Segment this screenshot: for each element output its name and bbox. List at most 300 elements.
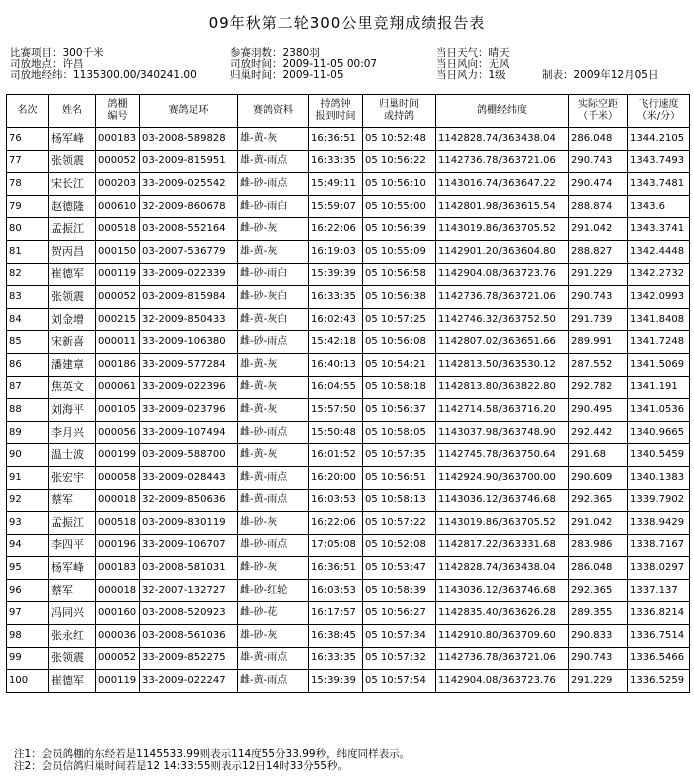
- cell-arrival-time: 05 10:58:39: [363, 579, 436, 602]
- info-entries: 参赛羽数：2380羽: [230, 47, 320, 59]
- cell-clock-time: 16:36:51: [309, 128, 363, 151]
- cell-speed: 1341.8408: [628, 308, 690, 331]
- cell-rank: 76: [7, 128, 49, 151]
- cell-arrival-time: 05 10:58:18: [363, 376, 436, 399]
- cell-rank: 82: [7, 263, 49, 286]
- cell-bird-info: 雄-黄-灰: [238, 240, 309, 263]
- cell-loft-coords: 1142835.40/363626.28: [436, 602, 569, 625]
- cell-loft-coords: 1143019.86/363705.52: [436, 512, 569, 535]
- cell-loft-coords: 1142904.08/363723.76: [436, 670, 569, 693]
- cell-distance: 292.442: [569, 421, 628, 444]
- cell-name: 李四平: [49, 534, 96, 557]
- table-row: [7, 331, 690, 354]
- header-clock-time: 持鸽钟 报到时间: [309, 95, 363, 128]
- cell-loft-coords: 1142736.78/363721.06: [436, 286, 569, 309]
- cell-loft-coords: 1142714.58/363716.20: [436, 399, 569, 422]
- cell-ring: 03-2009-815984: [140, 286, 238, 309]
- cell-name: 张领震: [49, 150, 96, 173]
- cell-distance: 291.229: [569, 263, 628, 286]
- cell-clock-time: 16:03:53: [309, 579, 363, 602]
- cell-clock-time: 16:33:35: [309, 647, 363, 670]
- cell-loft-coords: 1143016.74/363647.22: [436, 173, 569, 196]
- cell-clock-time: 15:39:39: [309, 263, 363, 286]
- header-name: 姓名: [49, 95, 96, 128]
- cell-bird-info: 雄-黄-雨点: [238, 150, 309, 173]
- cell-distance: 290.495: [569, 399, 628, 422]
- cell-loft-coords: 1142801.98/363615.54: [436, 195, 569, 218]
- cell-loft-coords: 1142924.90/363700.00: [436, 466, 569, 489]
- cell-name: 宋长江: [49, 173, 96, 196]
- cell-clock-time: 15:57:50: [309, 399, 363, 422]
- cell-loft-id: 000518: [96, 512, 140, 535]
- cell-clock-time: 16:17:57: [309, 602, 363, 625]
- cell-loft-id: 000215: [96, 308, 140, 331]
- cell-distance: 290.833: [569, 625, 628, 648]
- cell-loft-coords: 1142736.78/363721.06: [436, 150, 569, 173]
- cell-distance: 288.827: [569, 240, 628, 263]
- cell-loft-coords: 1142817.22/363331.68: [436, 534, 569, 557]
- cell-name: 焦英文: [49, 376, 96, 399]
- cell-arrival-time: 05 10:57:22: [363, 512, 436, 535]
- cell-loft-coords: 1143036.12/363746.68: [436, 579, 569, 602]
- header-distance: 实际空距 （千米）: [569, 95, 628, 128]
- cell-distance: 290.743: [569, 647, 628, 670]
- table-row: [7, 602, 690, 625]
- cell-ring: 03-2008-581031: [140, 557, 238, 580]
- cell-bird-info: 雌-黄-灰: [238, 376, 309, 399]
- info-wind-force: 当日风力：1级: [436, 69, 506, 81]
- cell-speed: 1340.9665: [628, 421, 690, 444]
- cell-arrival-time: 05 10:54:21: [363, 353, 436, 376]
- table-row: [7, 534, 690, 557]
- cell-speed: 1342.0993: [628, 286, 690, 309]
- cell-ring: 03-2008-552164: [140, 218, 238, 241]
- cell-distance: 286.048: [569, 557, 628, 580]
- cell-bird-info: 雌-黄-雨点: [238, 489, 309, 512]
- cell-loft-id: 000052: [96, 150, 140, 173]
- cell-distance: 287.552: [569, 353, 628, 376]
- cell-arrival-time: 05 10:56:08: [363, 331, 436, 354]
- cell-ring: 33-2009-022396: [140, 376, 238, 399]
- cell-rank: 94: [7, 534, 49, 557]
- cell-distance: 289.355: [569, 602, 628, 625]
- cell-arrival-time: 05 10:57:25: [363, 308, 436, 331]
- table-row: [7, 625, 690, 648]
- cell-ring: 33-2009-577284: [140, 353, 238, 376]
- cell-arrival-time: 05 10:55:00: [363, 195, 436, 218]
- cell-speed: 1341.0536: [628, 399, 690, 422]
- cell-bird-info: 雌-黄-雨点: [238, 466, 309, 489]
- cell-name: 崔德军: [49, 670, 96, 693]
- footnote-2: 注2：会员信鸽归巢时间若是12 14:33:55则表示12日14时33分55秒。: [14, 760, 348, 772]
- cell-arrival-time: 05 10:52:08: [363, 534, 436, 557]
- cell-name: 张领震: [49, 647, 96, 670]
- cell-clock-time: 16:19:03: [309, 240, 363, 263]
- table-row: [7, 421, 690, 444]
- cell-loft-id: 000018: [96, 579, 140, 602]
- cell-rank: 99: [7, 647, 49, 670]
- cell-distance: 292.782: [569, 376, 628, 399]
- cell-bird-info: 雄-砂-灰: [238, 512, 309, 535]
- cell-clock-time: 16:36:51: [309, 557, 363, 580]
- results-table: [6, 94, 690, 693]
- cell-ring: 03-2009-815951: [140, 150, 238, 173]
- cell-speed: 1336.5259: [628, 670, 690, 693]
- cell-ring: 33-2009-106707: [140, 534, 238, 557]
- cell-distance: 292.365: [569, 489, 628, 512]
- cell-clock-time: 15:59:07: [309, 195, 363, 218]
- cell-bird-info: 雌-砂-灰: [238, 557, 309, 580]
- cell-loft-id: 000105: [96, 399, 140, 422]
- table-row: [7, 512, 690, 535]
- cell-speed: 1343.3741: [628, 218, 690, 241]
- cell-loft-id: 000119: [96, 670, 140, 693]
- header-bird-info: 赛鸽资料: [238, 95, 309, 128]
- cell-name: 温士波: [49, 444, 96, 467]
- cell-rank: 79: [7, 195, 49, 218]
- cell-arrival-time: 05 10:56:38: [363, 286, 436, 309]
- cell-distance: 291.68: [569, 444, 628, 467]
- table-row: [7, 399, 690, 422]
- cell-speed: 1341.5069: [628, 353, 690, 376]
- cell-arrival-time: 05 10:57:54: [363, 670, 436, 693]
- cell-speed: 1336.5466: [628, 647, 690, 670]
- cell-ring: 32-2009-860678: [140, 195, 238, 218]
- cell-loft-coords: 1142813.80/363822.80: [436, 376, 569, 399]
- cell-rank: 96: [7, 579, 49, 602]
- cell-speed: 1342.4448: [628, 240, 690, 263]
- table-row: [7, 263, 690, 286]
- cell-ring: 33-2009-028443: [140, 466, 238, 489]
- cell-bird-info: 雌-砂-雨点: [238, 331, 309, 354]
- cell-rank: 90: [7, 444, 49, 467]
- cell-arrival-time: 05 10:56:27: [363, 602, 436, 625]
- cell-loft-id: 000160: [96, 602, 140, 625]
- cell-speed: 1338.0297: [628, 557, 690, 580]
- cell-loft-id: 000011: [96, 331, 140, 354]
- cell-clock-time: 15:50:48: [309, 421, 363, 444]
- cell-bird-info: 雌-黄-灰: [238, 399, 309, 422]
- cell-bird-info: 雄-黄-灰: [238, 353, 309, 376]
- cell-ring: 03-2008-520923: [140, 602, 238, 625]
- cell-speed: 1338.7167: [628, 534, 690, 557]
- cell-rank: 85: [7, 331, 49, 354]
- cell-distance: 292.365: [569, 579, 628, 602]
- cell-loft-id: 000018: [96, 489, 140, 512]
- cell-name: 宋新喜: [49, 331, 96, 354]
- footnotes: [14, 748, 410, 772]
- cell-speed: 1341.191: [628, 376, 690, 399]
- cell-rank: 88: [7, 399, 49, 422]
- cell-bird-info: 雌-黄-灰: [238, 444, 309, 467]
- table-row: [7, 240, 690, 263]
- cell-speed: 1340.1383: [628, 466, 690, 489]
- cell-arrival-time: 05 10:58:13: [363, 489, 436, 512]
- table-row: [7, 647, 690, 670]
- table-row: [7, 128, 690, 151]
- cell-bird-info: 雌-黄-雨点: [238, 670, 309, 693]
- cell-bird-info: 雌-砂-雨点: [238, 421, 309, 444]
- cell-distance: 290.474: [569, 173, 628, 196]
- cell-rank: 92: [7, 489, 49, 512]
- cell-loft-id: 000061: [96, 376, 140, 399]
- info-block-time: [230, 48, 377, 81]
- cell-speed: 1336.8214: [628, 602, 690, 625]
- cell-loft-id: 000183: [96, 557, 140, 580]
- cell-name: 孟振江: [49, 218, 96, 241]
- cell-loft-coords: 1142736.78/363721.06: [436, 647, 569, 670]
- table-row: [7, 218, 690, 241]
- cell-name: 李月兴: [49, 421, 96, 444]
- cell-bird-info: 雌-砂-灰: [238, 218, 309, 241]
- cell-ring: 03-2009-830119: [140, 512, 238, 535]
- cell-distance: 286.048: [569, 128, 628, 151]
- cell-loft-coords: 1142828.74/363438.04: [436, 128, 569, 151]
- cell-distance: 290.609: [569, 466, 628, 489]
- cell-loft-id: 000196: [96, 534, 140, 557]
- cell-loft-coords: 1142745.78/363750.64: [436, 444, 569, 467]
- cell-loft-id: 000150: [96, 240, 140, 263]
- table-row: [7, 353, 690, 376]
- cell-clock-time: 16:33:35: [309, 286, 363, 309]
- cell-loft-coords: 1143019.86/363705.52: [436, 218, 569, 241]
- cell-ring: 03-2009-588700: [140, 444, 238, 467]
- cell-rank: 91: [7, 466, 49, 489]
- header-ring: 赛鸽足环: [140, 95, 238, 128]
- cell-arrival-time: 05 10:56:10: [363, 173, 436, 196]
- cell-arrival-time: 05 10:56:22: [363, 150, 436, 173]
- cell-loft-coords: 1143036.12/363746.68: [436, 489, 569, 512]
- cell-bird-info: 雌-黄-灰白: [238, 308, 309, 331]
- cell-loft-coords: 1142910.80/363709.60: [436, 625, 569, 648]
- cell-name: 蔡军: [49, 489, 96, 512]
- cell-arrival-time: 05 10:56:37: [363, 399, 436, 422]
- cell-bird-info: 雄-黄-灰: [238, 128, 309, 151]
- cell-rank: 87: [7, 376, 49, 399]
- cell-rank: 80: [7, 218, 49, 241]
- cell-name: 赵德隆: [49, 195, 96, 218]
- cell-loft-coords: 1142807.02/363651.66: [436, 331, 569, 354]
- cell-speed: 1337.137: [628, 579, 690, 602]
- cell-clock-time: 16:22:06: [309, 512, 363, 535]
- cell-name: 潘建章: [49, 353, 96, 376]
- cell-ring: 33-2009-852275: [140, 647, 238, 670]
- cell-arrival-time: 05 10:57:32: [363, 647, 436, 670]
- cell-name: 冯同兴: [49, 602, 96, 625]
- info-release-coords: 司放地经纬：1135300.00/340241.00: [10, 69, 197, 81]
- cell-clock-time: 16:01:52: [309, 444, 363, 467]
- cell-loft-coords: 1143037.98/363748.90: [436, 421, 569, 444]
- header-rank: 名次: [7, 95, 49, 128]
- cell-name: 杨军峰: [49, 557, 96, 580]
- cell-ring: 33-2009-023796: [140, 399, 238, 422]
- cell-clock-time: 16:04:55: [309, 376, 363, 399]
- cell-loft-id: 000119: [96, 263, 140, 286]
- cell-loft-id: 000052: [96, 647, 140, 670]
- cell-rank: 86: [7, 353, 49, 376]
- cell-loft-coords: 1142813.50/363530.12: [436, 353, 569, 376]
- cell-ring: 33-2009-022339: [140, 263, 238, 286]
- cell-clock-time: 15:42:18: [309, 331, 363, 354]
- cell-distance: 291.042: [569, 512, 628, 535]
- cell-distance: 283.986: [569, 534, 628, 557]
- cell-rank: 77: [7, 150, 49, 173]
- header-arrival-time: 归巢时间 或持鸽: [363, 95, 436, 128]
- cell-clock-time: 17:05:08: [309, 534, 363, 557]
- cell-rank: 89: [7, 421, 49, 444]
- cell-loft-coords: 1142746.32/363752.50: [436, 308, 569, 331]
- cell-distance: 290.743: [569, 150, 628, 173]
- cell-speed: 1343.6: [628, 195, 690, 218]
- cell-distance: 291.042: [569, 218, 628, 241]
- table-row: [7, 286, 690, 309]
- cell-ring: 03-2007-536779: [140, 240, 238, 263]
- cell-loft-coords: 1142904.08/363723.76: [436, 263, 569, 286]
- cell-name: 蔡军: [49, 579, 96, 602]
- cell-loft-id: 000518: [96, 218, 140, 241]
- cell-clock-time: 16:38:45: [309, 625, 363, 648]
- cell-arrival-time: 05 10:56:39: [363, 218, 436, 241]
- cell-bird-info: 雌-砂-雨白: [238, 263, 309, 286]
- report-title: 09年秋第二轮300公里竞翔成绩报告表: [208, 14, 486, 32]
- cell-arrival-time: 05 10:52:48: [363, 128, 436, 151]
- cell-distance: 288.874: [569, 195, 628, 218]
- cell-arrival-time: 05 10:56:51: [363, 466, 436, 489]
- cell-speed: 1343.7493: [628, 150, 690, 173]
- cell-rank: 78: [7, 173, 49, 196]
- table-row: [7, 444, 690, 467]
- cell-loft-id: 000203: [96, 173, 140, 196]
- cell-rank: 81: [7, 240, 49, 263]
- table-row: [7, 308, 690, 331]
- info-release-place: 司放地点：许昌: [10, 58, 84, 70]
- header-loft-coords: 鸽棚经纬度: [436, 95, 569, 128]
- cell-ring: 32-2009-850433: [140, 308, 238, 331]
- cell-loft-coords: 1142828.74/363438.04: [436, 557, 569, 580]
- cell-rank: 84: [7, 308, 49, 331]
- cell-speed: 1338.9429: [628, 512, 690, 535]
- cell-distance: 289.991: [569, 331, 628, 354]
- table-row: [7, 670, 690, 693]
- cell-loft-id: 000036: [96, 625, 140, 648]
- cell-bird-info: 雌-砂-灰白: [238, 286, 309, 309]
- cell-loft-id: 000056: [96, 421, 140, 444]
- table-row: [7, 557, 690, 580]
- cell-distance: 290.743: [569, 286, 628, 309]
- info-weather: 当日天气：晴天: [436, 47, 510, 59]
- cell-name: 刘海平: [49, 399, 96, 422]
- cell-clock-time: 16:40:13: [309, 353, 363, 376]
- table-row: [7, 376, 690, 399]
- cell-name: 张永红: [49, 625, 96, 648]
- cell-loft-id: 000610: [96, 195, 140, 218]
- cell-name: 张宏宇: [49, 466, 96, 489]
- cell-speed: 1342.2732: [628, 263, 690, 286]
- cell-bird-info: 雄-黄-雨点: [238, 647, 309, 670]
- cell-ring: 03-2008-589828: [140, 128, 238, 151]
- info-race-distance: 比赛项目：300千米: [10, 47, 104, 59]
- table-row: [7, 173, 690, 196]
- cell-name: 崔德军: [49, 263, 96, 286]
- cell-name: 张领震: [49, 286, 96, 309]
- cell-loft-id: 000199: [96, 444, 140, 467]
- table-row: [7, 466, 690, 489]
- cell-clock-time: 16:02:43: [309, 308, 363, 331]
- cell-arrival-time: 05 10:58:05: [363, 421, 436, 444]
- cell-distance: 291.229: [569, 670, 628, 693]
- cell-arrival-time: 05 10:56:58: [363, 263, 436, 286]
- cell-speed: 1344.2105: [628, 128, 690, 151]
- cell-name: 孟振江: [49, 512, 96, 535]
- info-block-race: [10, 48, 197, 81]
- cell-distance: 291.739: [569, 308, 628, 331]
- header-speed: 飞行速度 （米/分）: [628, 95, 690, 128]
- cell-clock-time: 16:33:35: [309, 150, 363, 173]
- info-made-date: 制表：2009年12月05日: [542, 69, 659, 81]
- cell-loft-id: 000183: [96, 128, 140, 151]
- cell-rank: 83: [7, 286, 49, 309]
- table-header-row: [7, 95, 690, 128]
- cell-rank: 100: [7, 670, 49, 693]
- cell-speed: 1343.7481: [628, 173, 690, 196]
- cell-rank: 93: [7, 512, 49, 535]
- cell-clock-time: 16:03:53: [309, 489, 363, 512]
- header-loft-id: 鸽棚 编号: [96, 95, 140, 128]
- cell-clock-time: 15:39:39: [309, 670, 363, 693]
- cell-speed: 1341.7248: [628, 331, 690, 354]
- cell-ring: 33-2009-106380: [140, 331, 238, 354]
- cell-name: 贺丙昌: [49, 240, 96, 263]
- cell-ring: 03-2008-561036: [140, 625, 238, 648]
- cell-arrival-time: 05 10:57:34: [363, 625, 436, 648]
- cell-loft-id: 000052: [96, 286, 140, 309]
- cell-rank: 98: [7, 625, 49, 648]
- cell-ring: 32-2007-132727: [140, 579, 238, 602]
- cell-name: 刘金增: [49, 308, 96, 331]
- cell-arrival-time: 05 10:57:35: [363, 444, 436, 467]
- info-wind-direction: 当日风向：无风: [436, 58, 510, 70]
- info-release-time: 司放时间：2009-11-05 00:07: [230, 58, 378, 70]
- cell-speed: 1336.7514: [628, 625, 690, 648]
- cell-bird-info: 雌-砂-雨白: [238, 195, 309, 218]
- cell-loft-id: 000186: [96, 353, 140, 376]
- cell-clock-time: 15:49:11: [309, 173, 363, 196]
- cell-bird-info: 雌-砂-雨点: [238, 173, 309, 196]
- table-row: [7, 195, 690, 218]
- cell-clock-time: 16:20:00: [309, 466, 363, 489]
- cell-ring: 33-2009-022247: [140, 670, 238, 693]
- cell-speed: 1339.7902: [628, 489, 690, 512]
- cell-bird-info: 雄-砂-雨点: [238, 534, 309, 557]
- cell-arrival-time: 05 10:55:09: [363, 240, 436, 263]
- cell-clock-time: 16:22:06: [309, 218, 363, 241]
- cell-bird-info: 雄-砂-灰: [238, 625, 309, 648]
- cell-loft-coords: 1142901.20/363604.80: [436, 240, 569, 263]
- table-row: [7, 489, 690, 512]
- cell-ring: 32-2009-850636: [140, 489, 238, 512]
- cell-ring: 33-2009-025542: [140, 173, 238, 196]
- cell-name: 杨军峰: [49, 128, 96, 151]
- cell-ring: 33-2009-107494: [140, 421, 238, 444]
- cell-speed: 1340.5459: [628, 444, 690, 467]
- table-row: [7, 150, 690, 173]
- cell-bird-info: 雌-砂-花: [238, 602, 309, 625]
- footnote-1: 注1：会员鸽棚的东经若是1145533.99则表示114度55分33.99秒，纬度同样表示。: [14, 748, 411, 760]
- cell-rank: 97: [7, 602, 49, 625]
- cell-bird-info: 雌-砂-红轮: [238, 579, 309, 602]
- cell-arrival-time: 05 10:53:47: [363, 557, 436, 580]
- cell-loft-id: 000058: [96, 466, 140, 489]
